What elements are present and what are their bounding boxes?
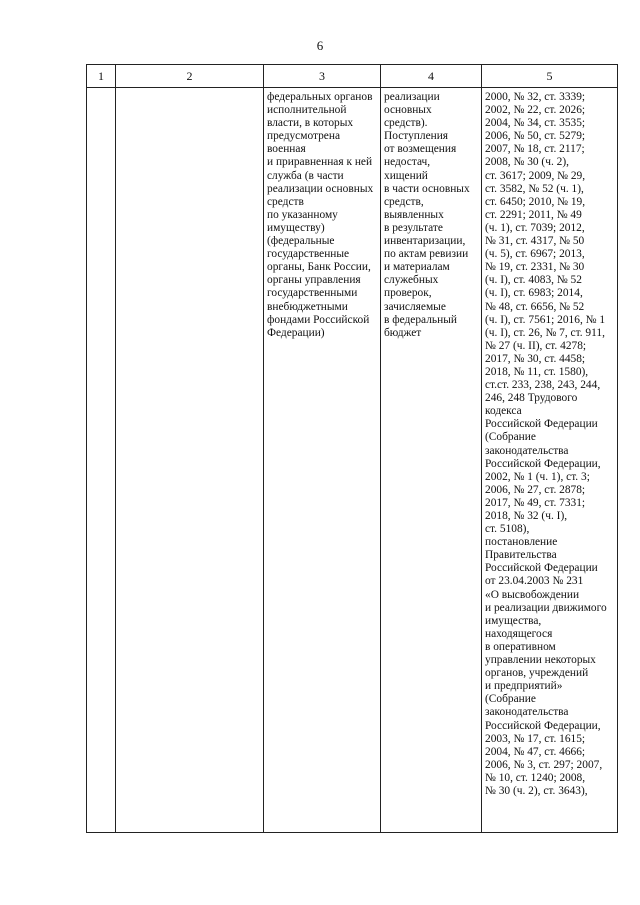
text-line: № 31, ст. 4317, № 50 <box>485 235 585 248</box>
text-line: государственные <box>267 248 350 261</box>
text-line: органов, учреждений <box>485 667 589 680</box>
text-line: Правительства <box>485 549 557 562</box>
text-line: (ч. 5), ст. 6967; 2013, <box>485 248 585 261</box>
text-line: 2000, № 32, ст. 3339; <box>485 91 586 103</box>
regulation-table <box>86 64 618 833</box>
text-line: внебюджетными <box>267 300 348 313</box>
text-line: Российской Федерации, <box>485 719 601 732</box>
cell-payer-description <box>264 88 381 833</box>
text-line: Российской Федерации, <box>485 457 601 470</box>
text-line: (ч. I), ст. 4083, № 52 <box>485 274 582 287</box>
cell-col-1 <box>87 88 116 833</box>
text-line: по актам ревизии <box>384 248 469 261</box>
text-line: имуществу) <box>267 221 325 234</box>
text-line: (Собрание <box>485 431 536 444</box>
text-line: военная <box>267 143 306 156</box>
text-line: служба (в части <box>267 169 344 182</box>
text-line: инвентаризации, <box>384 235 466 248</box>
text-line: служебных <box>384 274 439 287</box>
text-line: кодекса <box>485 405 522 418</box>
text-line: и приравненная к ней <box>267 156 373 169</box>
text-line: 246, 248 Трудового <box>485 392 578 405</box>
text-line: № 19, ст. 2331, № 30 <box>485 261 585 274</box>
text-line: законодательства <box>485 444 569 457</box>
text-line: 2007, № 18, ст. 2117; <box>485 143 585 156</box>
text-line: органы управления <box>267 274 361 287</box>
text-line: органы, Банк России, <box>267 261 371 274</box>
text-line: № 10, ст. 1240; 2008, <box>485 771 586 784</box>
text-line: средств <box>267 195 304 208</box>
text-line: бюджет <box>384 326 422 339</box>
text-line: и материалам <box>384 261 450 274</box>
text-line: 2018, № 11, ст. 1580), <box>485 365 589 378</box>
text-line: (ч. I), ст. 7561; 2016, № 1 <box>485 313 606 326</box>
text-line: 2018, № 32 (ч. I), <box>485 510 568 522</box>
text-line: в оперативном <box>485 640 556 653</box>
text-line: в федеральный <box>384 313 457 326</box>
text-line: 2017, № 49, ст. 7331; <box>485 496 586 509</box>
text-line: имущества, <box>485 614 542 627</box>
column-header-2: 2 <box>116 65 264 88</box>
text-line: проверок, <box>384 287 432 300</box>
text-line: № 48, ст. 6656, № 52 <box>485 300 585 313</box>
text-line: хищений <box>384 169 428 182</box>
text-line: выявленных <box>384 208 444 221</box>
text-line: Федерации) <box>267 326 325 339</box>
text-line: «О высвобождении <box>485 588 580 601</box>
text-line: зачисляемые <box>384 300 446 313</box>
cell-col-2 <box>116 88 264 833</box>
text-line: основных <box>384 104 432 117</box>
text-line: в результате <box>384 221 443 234</box>
text-line: по указанному <box>267 208 338 221</box>
text-line: в части основных <box>384 182 470 195</box>
page-number: 6 <box>316 38 324 53</box>
column-header-1: 1 <box>87 65 116 88</box>
text-line: (Собрание <box>485 693 536 706</box>
text-line: федеральных органов <box>267 91 373 103</box>
text-line: реализации <box>384 91 440 103</box>
text-line: от 23.04.2003 № 231 <box>485 575 584 588</box>
column-header-4: 4 <box>381 65 482 88</box>
text-line: от возмещения <box>384 143 457 156</box>
text-line: 2002, № 22, ст. 2026; <box>485 104 586 117</box>
text-line: 2003, № 17, ст. 1615; <box>485 732 586 745</box>
text-line: 2006, № 3, ст. 297; 2007, <box>485 758 603 771</box>
text-line: № 27 (ч. II), ст. 4278; <box>485 339 587 352</box>
text-line: 2004, № 34, ст. 3535; <box>485 117 586 130</box>
text-line: находящегося <box>485 627 553 640</box>
text-line: Российской Федерации <box>485 418 598 431</box>
text-line: ст. 3582, № 52 (ч. 1), <box>485 182 584 195</box>
text-line: 2017, № 30, ст. 4458; <box>485 352 586 365</box>
text-line: средств, <box>384 195 424 208</box>
text-line: 2006, № 50, ст. 5279; <box>485 130 586 143</box>
text-line: 2002, № 1 (ч. 1), ст. 3; <box>485 470 590 483</box>
table-row <box>87 88 618 833</box>
text-line: 2004, № 47, ст. 4666; <box>485 745 586 758</box>
text-line: и реализации движимого <box>485 601 607 614</box>
text-line: фондами Российской <box>267 313 370 326</box>
text-line: недостач, <box>384 156 431 169</box>
text-line: Российской Федерации <box>485 562 598 575</box>
text-line: ст. 5108), <box>485 523 530 536</box>
text-line: предусмотрена <box>267 130 341 143</box>
text-line: (федеральные <box>267 235 335 248</box>
text-line: власти, в которых <box>267 117 354 130</box>
text-line: государственными <box>267 287 358 300</box>
text-line: (ч. 1), ст. 7039; 2012, <box>485 221 585 234</box>
cell-legal-references <box>482 88 618 833</box>
text-line: 2006, № 27, ст. 2878; <box>485 483 586 496</box>
text-line: постановление <box>485 536 558 549</box>
text-line: (ч. I), ст. 6983; 2014, <box>485 287 583 300</box>
text-line: Поступления <box>384 130 449 143</box>
table-header-row <box>87 65 618 88</box>
text-line: реализации основных <box>267 182 374 195</box>
text-line: средств). <box>384 117 428 130</box>
text-line: управлении некоторых <box>485 654 596 667</box>
text-line: ст. 3617; 2009, № 29, <box>485 169 586 182</box>
text-line: ст. 2291; 2011, № 49 <box>485 208 582 221</box>
cell-revenue-description <box>381 88 482 833</box>
column-header-5: 5 <box>482 65 618 88</box>
text-line: исполнительной <box>267 104 347 117</box>
text-line: ст. 6450; 2010, № 19, <box>485 195 586 208</box>
text-line: № 30 (ч. 2), ст. 3643), <box>485 784 588 797</box>
text-line: ст.ст. 233, 238, 243, 244, <box>485 379 601 392</box>
column-header-3: 3 <box>264 65 381 88</box>
text-line: (ч. I), ст. 26, № 7, ст. 911, <box>485 326 605 339</box>
text-line: законодательства <box>485 706 569 719</box>
text-line: 2008, № 30 (ч. 2), <box>485 156 569 169</box>
text-line: и предприятий» <box>485 680 563 693</box>
